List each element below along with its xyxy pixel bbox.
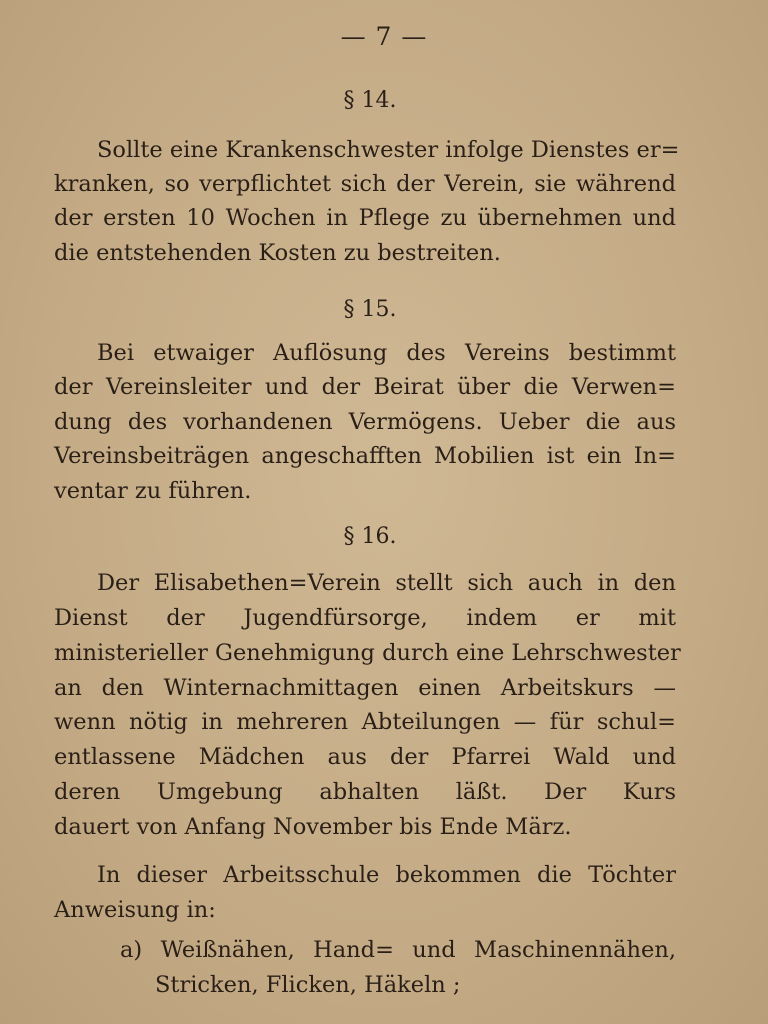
page-number: — 7 — bbox=[340, 22, 428, 51]
paragraph-line: dung des vorhandenen Vermögens. Ueber die aus bbox=[54, 409, 676, 435]
paragraph-line: der Vereinsleiter und der Beirat über die Verwen= bbox=[54, 374, 676, 400]
paragraph-line: deren Umgebung abhalten läßt. Der Kurs bbox=[54, 779, 676, 805]
paragraph-line: Dienst der Jugendfürsorge, indem er mit bbox=[54, 605, 676, 631]
paragraph-line: Der Elisabethen=Verein stellt sich auch in den bbox=[97, 570, 676, 596]
paragraph-line: Anweisung in: bbox=[54, 897, 216, 923]
list-item-continuation: Stricken, Flicken, Häkeln ; bbox=[155, 972, 461, 998]
section-heading-14: § 14. bbox=[343, 88, 397, 113]
paragraph-line: wenn nötig in mehreren Abteilungen — für schul= bbox=[54, 709, 676, 735]
section-heading-15: § 15. bbox=[343, 297, 397, 322]
paragraph-line: Vereinsbeiträgen angeschafften Mobilien ist ein In= bbox=[54, 443, 676, 469]
paragraph-line: die entstehenden Kosten zu bestreiten. bbox=[54, 240, 501, 266]
paragraph-line: In dieser Arbeitsschule bekommen die Töchter bbox=[97, 862, 676, 888]
list-item-text: Weißnähen, Hand= und Maschinennähen, bbox=[160, 937, 676, 963]
paragraph-line: ministerieller Genehmigung durch eine Lehrschwester bbox=[54, 640, 681, 666]
section-heading-16: § 16. bbox=[343, 524, 397, 549]
list-marker: a) bbox=[120, 937, 143, 963]
paragraph-line: der ersten 10 Wochen in Pflege zu übernehmen und bbox=[54, 205, 676, 231]
paragraph-line: kranken, so verpflichtet sich der Verein, sie während bbox=[54, 171, 676, 197]
paragraph-line: an den Winternachmittagen einen Arbeitskurs — bbox=[54, 675, 676, 701]
list-item-a bbox=[120, 935, 676, 965]
paragraph-line: Sollte eine Krankenschwester infolge Dienstes er= bbox=[97, 137, 680, 163]
paragraph-line: Bei etwaiger Auflösung des Vereins bestimmt bbox=[97, 340, 676, 366]
paragraph-line: entlassene Mädchen aus der Pfarrei Wald und bbox=[54, 744, 676, 770]
paragraph-line: ventar zu führen. bbox=[54, 478, 252, 504]
paragraph-line: dauert von Anfang November bis Ende März. bbox=[54, 814, 572, 840]
